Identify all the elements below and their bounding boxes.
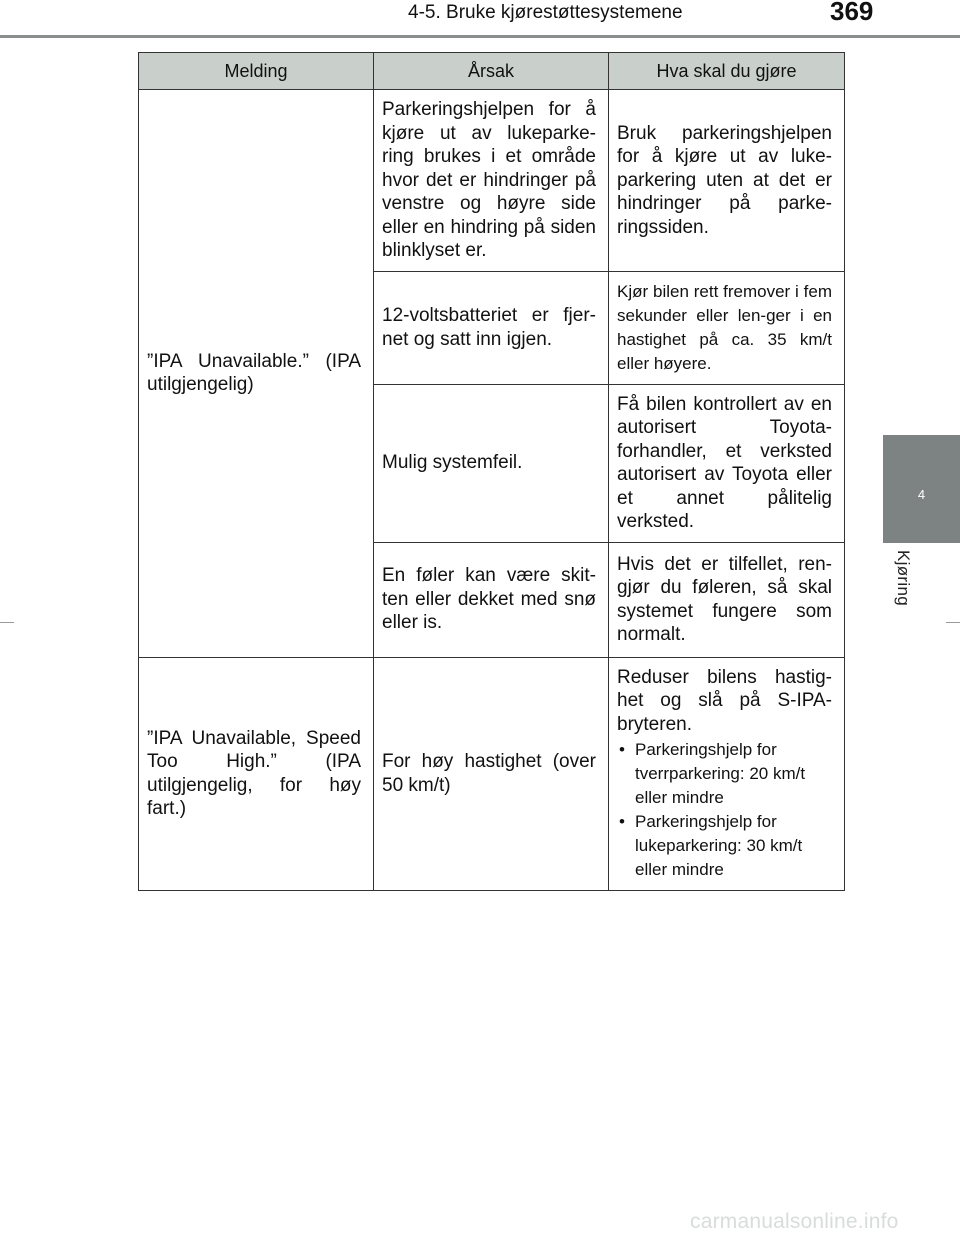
column-header-message: Melding	[139, 53, 374, 90]
section-title: 4-5. Bruke kjørestøttesystemene	[408, 2, 683, 23]
action-cell: Få bilen kontrollert av en autorisert Toyota-forhandler, et verksted autorisert av Toyota eller et annet pålitelig verksted.	[609, 384, 845, 542]
crop-mark-right	[946, 622, 960, 623]
cause-cell: En føler kan være skit-ten eller dekket med snø eller is.	[374, 542, 609, 657]
table-row	[139, 90, 845, 272]
list-item: • Parkeringshjelp for lukeparkering: 30 km/t eller mindre	[617, 810, 832, 882]
message-cell: ”IPA Unavailable.” (IPA utilgjengelig)	[139, 90, 374, 658]
chapter-tab	[883, 435, 960, 543]
chapter-label: Kjøring	[894, 550, 913, 606]
action-cell: Kjør bilen rett fremover i fem sekunder eller len-ger i en hastighet på ca. 35 km/t eller høyere.	[609, 271, 845, 384]
cause-cell: 12-voltsbatteriet er fjer-net og satt inn igjen.	[374, 271, 609, 384]
page-number: 369	[830, 0, 874, 26]
list-item: • Parkeringshjelp for tverrparkering: 20 km/t eller mindre	[617, 738, 832, 810]
crop-mark-left	[0, 622, 14, 623]
cause-cell: Parkeringshjelpen for å kjøre ut av lukeparke-ring brukes i et område hvor det er hindringer på venstre og høyre side eller en hindring på siden blinklyset er.	[374, 90, 609, 272]
chapter-number: 4	[917, 487, 926, 502]
watermark: carmanualsonline.info	[690, 1210, 899, 1233]
speed-limit-list	[617, 738, 832, 882]
table-header-row	[139, 53, 845, 90]
action-cell	[609, 657, 845, 891]
column-header-cause: Årsak	[374, 53, 609, 90]
message-cell: ”IPA Unavailable, Speed Too High.” (IPA utilgjengelig, for høy fart.)	[139, 657, 374, 891]
action-text: Reduser bilens hastig-het og slå på S-IPA-bryteren.	[617, 666, 832, 735]
cause-cell: For høy hastighet (over 50 km/t)	[374, 657, 609, 891]
action-cell: Bruk parkeringshjelpen for å kjøre ut av luke-parkering uten at det er hindringer på parke-ringssiden.	[609, 90, 845, 272]
column-header-action: Hva skal du gjøre	[609, 53, 845, 90]
action-cell: Hvis det er tilfellet, ren-gjør du føleren, så skal systemet fungere som normalt.	[609, 542, 845, 657]
table-row	[139, 657, 845, 891]
cause-cell: Mulig systemfeil.	[374, 384, 609, 542]
header-rule	[0, 35, 960, 38]
message-table	[138, 52, 845, 891]
